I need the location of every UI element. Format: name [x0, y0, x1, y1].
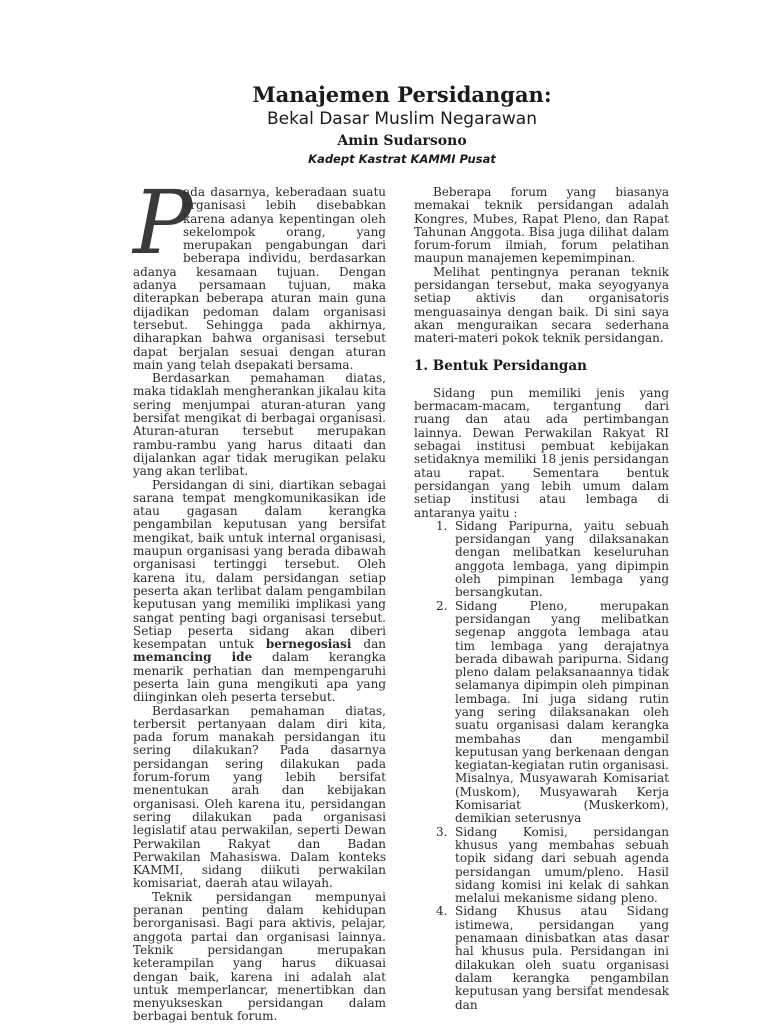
drop-cap: P — [133, 171, 193, 274]
paragraph-intro-text: ada dasarnya, keberadaan suatu organisasi lebih disebabkan karena adanya kepentingan oleh sekelompok orang, yang merupakan pengabungan dari beberapa individu, berdasarkan adanya kesamaan tujuan. Dengan adanya persamaan tujuan, maka diterapkan beberapa aturan main guna dijadikan pedoman dalam organisasi tersebut. Sehingga pada akhirnya, diharapkan bahwa organisasi tersebut dapat berjalan sesuai dengan aturan main yang telah dsepakati bersama. — [133, 185, 386, 372]
right-column — [414, 186, 669, 1012]
paragraph — [133, 479, 386, 705]
list-item-text: Sidang Komisi, persidangan khusus yang membahas sebuah topik sidang dari sebuah agenda persidangan umum/pleno. Hasil sidang komisi ini kelak di sahkan melalui mekanisme sidang pleno. — [455, 824, 669, 906]
list-number: 2. — [436, 598, 448, 613]
document-subtitle: Bekal Dasar Muslim Negarawan — [267, 109, 537, 129]
bold-term-negotiate: bernegosiasi — [265, 637, 352, 652]
paragraph: Sidang pun memiliki jenis yang bermacam-macam, tergantung dari ruang dan atau ada pertimbangan lainnya. Dewan Perwakilan Rakyat RI sebagai institusi pembuat kebijakan setidaknya memiliki 18 jenis persidangan atau rapat. Sementara bentuk persidangan yang lebih umum dalam setiap institusi atau lembaga di antaranya yaitu : — [414, 385, 669, 520]
list-item-text: Sidang Khusus atau Sidang istimewa, persidangan yang penamaan dinisbatkan atas dasar hal khusus pula. Persidangan ini dilakukan oleh suatu organisasi dalam kerangka pengambilan keputusan yang bersifat mendesak dan — [455, 904, 669, 1012]
document-title: Manajemen Persidangan: — [252, 82, 552, 107]
list-item-text: Sidang Pleno, merupakan persidangan yang melibatkan segenap anggota lembaga atau tim lembaga yang derajatnya berada dibawah paripurna. Sidang pleno dalam pelaksanaannya tidak selamanya dipimpin oleh pimpinan lembaga. Ini juga sidang rutin yang sering dilaksanakan oleh suatu organisasi dalam kerangka membahas dan mengambil keputusan yang berkenaan dengan kegiatan-kegiatan rutin organisasi. Misalnya, Musyawarah Komisariat (Muskom), Musyawarah Kerja Komisariat (Muskerkom), demikian seterusnya — [455, 598, 669, 826]
paragraph: Berdasarkan pemahaman diatas, terbersit pertanyaan dalam diri kita, pada forum manakah persidangan itu sering dilakukan? Pada dasarnya persidangan sering dilakukan pada forum-forum yang lebih bersifat menentukan arah dan kebijakan organisasi. Oleh karena itu, persidangan sering dilakukan pada organisasi legislatif atau perwakilan, seperti Dewan Perwakilan Rakyat dan Badan Perwakilan Mahasiswa. Dalam konteks KAMMI, sidang diikuti perwakilan komisariat, daerah atau wilayah. — [133, 703, 386, 891]
bold-term-idea: memancing ide — [133, 650, 253, 665]
paragraph-text: dan — [351, 637, 386, 652]
list-item — [414, 826, 669, 906]
paragraph: Berdasarkan pemahaman diatas, maka tidaklah mengherankan jikalau kita sering menjumpai aturan-aturan yang bersifat mengikat di berbagai organisasi. Aturan-aturan tersebut merupakan rambu-rambu yang harus ditaati dan dijalankan agar tidak merugikan pelaku yang akan terlibat. — [133, 371, 386, 479]
list-number: 4. — [436, 904, 448, 919]
title-block — [0, 82, 768, 168]
list-number: 1. — [436, 518, 448, 533]
author-affiliation: Kadept Kastrat KAMMI Pusat — [308, 152, 496, 166]
paragraph-text: dalam kerangka menarik perhatian dan mempengaruhi peserta lain guna mengikuti apa yang diinginkan oleh peserta tersebut. — [133, 650, 386, 705]
list-item-text: Sidang Paripurna, yaitu sebuah persidangan yang dilaksanakan dengan melibatkan keseluruhan anggota lembaga, yang dipimpin oleh pimpinan lembaga yang bersangkutan. — [455, 518, 669, 600]
paragraph: Melihat pentingnya peranan teknik persidangan tersebut, maka seyogyanya setiap aktivis dan organisatoris menguasainya dengan baik. Di sini saya akan menguraikan secara sederhana materi-materi pokok teknik persidangan. — [414, 264, 669, 346]
numbered-list — [414, 520, 669, 1012]
paragraph: Beberapa forum yang biasanya memakai teknik persidangan adalah Kongres, Mubes, Rapat Pleno, dan Rapat Tahunan Anggota. Bisa juga dilihat dalam forum-forum ilmiah, forum pelatihan maupun manajemen kepemimpinan. — [414, 185, 669, 266]
list-item — [414, 600, 669, 826]
left-column — [133, 171, 386, 1024]
section-heading: 1. Bentuk Persidangan — [414, 357, 587, 374]
author-name: Amin Sudarsono — [337, 133, 467, 149]
list-number: 3. — [436, 824, 448, 839]
paragraph: Teknik persidangan mempunyai peranan penting dalam kehidupan berorganisasi. Bagi para aktivis, pelajar, anggota partai dan organisasi lainnya. Teknik persidangan merupakan keterampilan yang harus dikuasai dengan baik, karena ini adalah alat untuk memperlancar, menertibkan dan menyukseskan persidangan dalam berbagai bentuk forum. — [133, 889, 386, 1024]
paragraph-text: Persidangan di sini, diartikan sebagai sarana tempat mengkomunikasikan ide atau gagasan dalam kerangka pengambilan keputusan yang bersifat mengikat, baik untuk internal organisasi, maupun organisasi yang berada dibawah organisasi tertinggi tersebut. Oleh karena itu, dalam persidangan setiap peserta akan terlibat dalam pengambilan keputusan yang memiliki implikasi yang sangat penting bagi organisasi tersebut. Setiap peserta sidang akan diberi kesempatan untuk — [133, 477, 386, 652]
paragraph-intro — [133, 171, 386, 372]
list-item — [414, 520, 669, 600]
list-item — [414, 905, 669, 1011]
